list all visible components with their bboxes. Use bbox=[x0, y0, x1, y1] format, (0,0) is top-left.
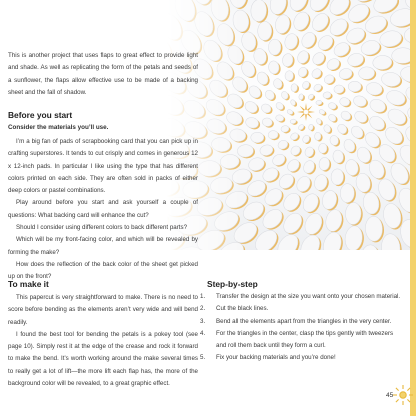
petal-flap bbox=[348, 81, 361, 91]
body-paragraph: I found the best tool for bending the petals is a pokey tool (see page 10). Simply rest it at the edge of the crease and rock it forward to make the bend. It’s worth working around the make several times to really get a lot of lift—the more lift each flap has, the more of the background color will be revealed, to a great graphic effect. bbox=[8, 330, 198, 388]
section-heading-before-you-start: Before you start bbox=[8, 110, 73, 120]
before-you-start-body bbox=[8, 136, 198, 284]
body-paragraph: Which will be my front-facing color, and which will be revealed by forming the make? bbox=[8, 236, 198, 256]
step-item bbox=[200, 328, 405, 353]
body-paragraph: How does the reflection of the back color of the sheet get picked up on the front? bbox=[8, 260, 198, 281]
step-number: 2. bbox=[200, 305, 206, 313]
body-paragraph: Play around before you start and ask yourself a couple of questions: What backing card will enhance the cut? bbox=[8, 199, 198, 219]
step-text: Bend all the elements apart from the triangles in the very center. bbox=[216, 317, 392, 325]
section-heading-step-by-step: Step-by-step bbox=[207, 279, 258, 289]
page-edge-stripe bbox=[410, 0, 416, 416]
step-item bbox=[200, 291, 405, 303]
step-text: Fix your backing materials and you’re done! bbox=[216, 354, 336, 362]
petal-flap bbox=[251, 132, 264, 142]
body-paragraph: Should I consider using different colors to back different parts? bbox=[16, 224, 188, 232]
to-make-it-body bbox=[8, 292, 198, 390]
petal-flap bbox=[258, 21, 272, 40]
petal-flap bbox=[340, 183, 354, 202]
page-number: 45 bbox=[386, 392, 394, 399]
step-text: For the triangles in the center, clasp the tips gently with tweezers and roll them back until they form a curl. bbox=[216, 329, 394, 350]
step-item bbox=[200, 303, 405, 315]
section-subheading: Consider the materials you’ll use. bbox=[8, 124, 109, 131]
body-paragraph: This papercut is very straightforward to make. There is no need to score before bending as the elements aren’t very wide and will bend readily. bbox=[8, 294, 198, 326]
sun-icon bbox=[392, 384, 414, 406]
step-number: 5. bbox=[200, 354, 206, 362]
petal-flap bbox=[291, 84, 298, 92]
step-list bbox=[200, 291, 405, 365]
step-number: 1. bbox=[200, 293, 206, 300]
step-number: 3. bbox=[200, 317, 206, 325]
step-text: Transfer the design at the size you want onto your chosen material. bbox=[216, 293, 401, 300]
petal-flap bbox=[285, 70, 294, 80]
step-item bbox=[200, 316, 405, 328]
petal-flap bbox=[318, 143, 327, 153]
step-number: 4. bbox=[200, 329, 206, 337]
petal-flap bbox=[314, 132, 321, 140]
intro-paragraph: This is another project that uses flaps to great effect to provide light and shade. As well as replicating the form of the petals and seeds of a sunflower, the flaps allow effective use to be made of a backing sheet and the fall of shadow. bbox=[8, 52, 198, 96]
section-heading-to-make-it: To make it bbox=[8, 279, 49, 289]
body-paragraph: I’m a big fan of pads of scrapbooking card that you can pick up in crafting superstores. It tends to cut crisply and comes in generous 12 x 12-inch pads. In particular I like using the type that has different colors printed on each side. They are often sold in packs of either deep colors or pastel combinations. bbox=[8, 138, 198, 195]
step-text: Cut the black lines. bbox=[216, 305, 269, 313]
step-item bbox=[200, 352, 405, 364]
